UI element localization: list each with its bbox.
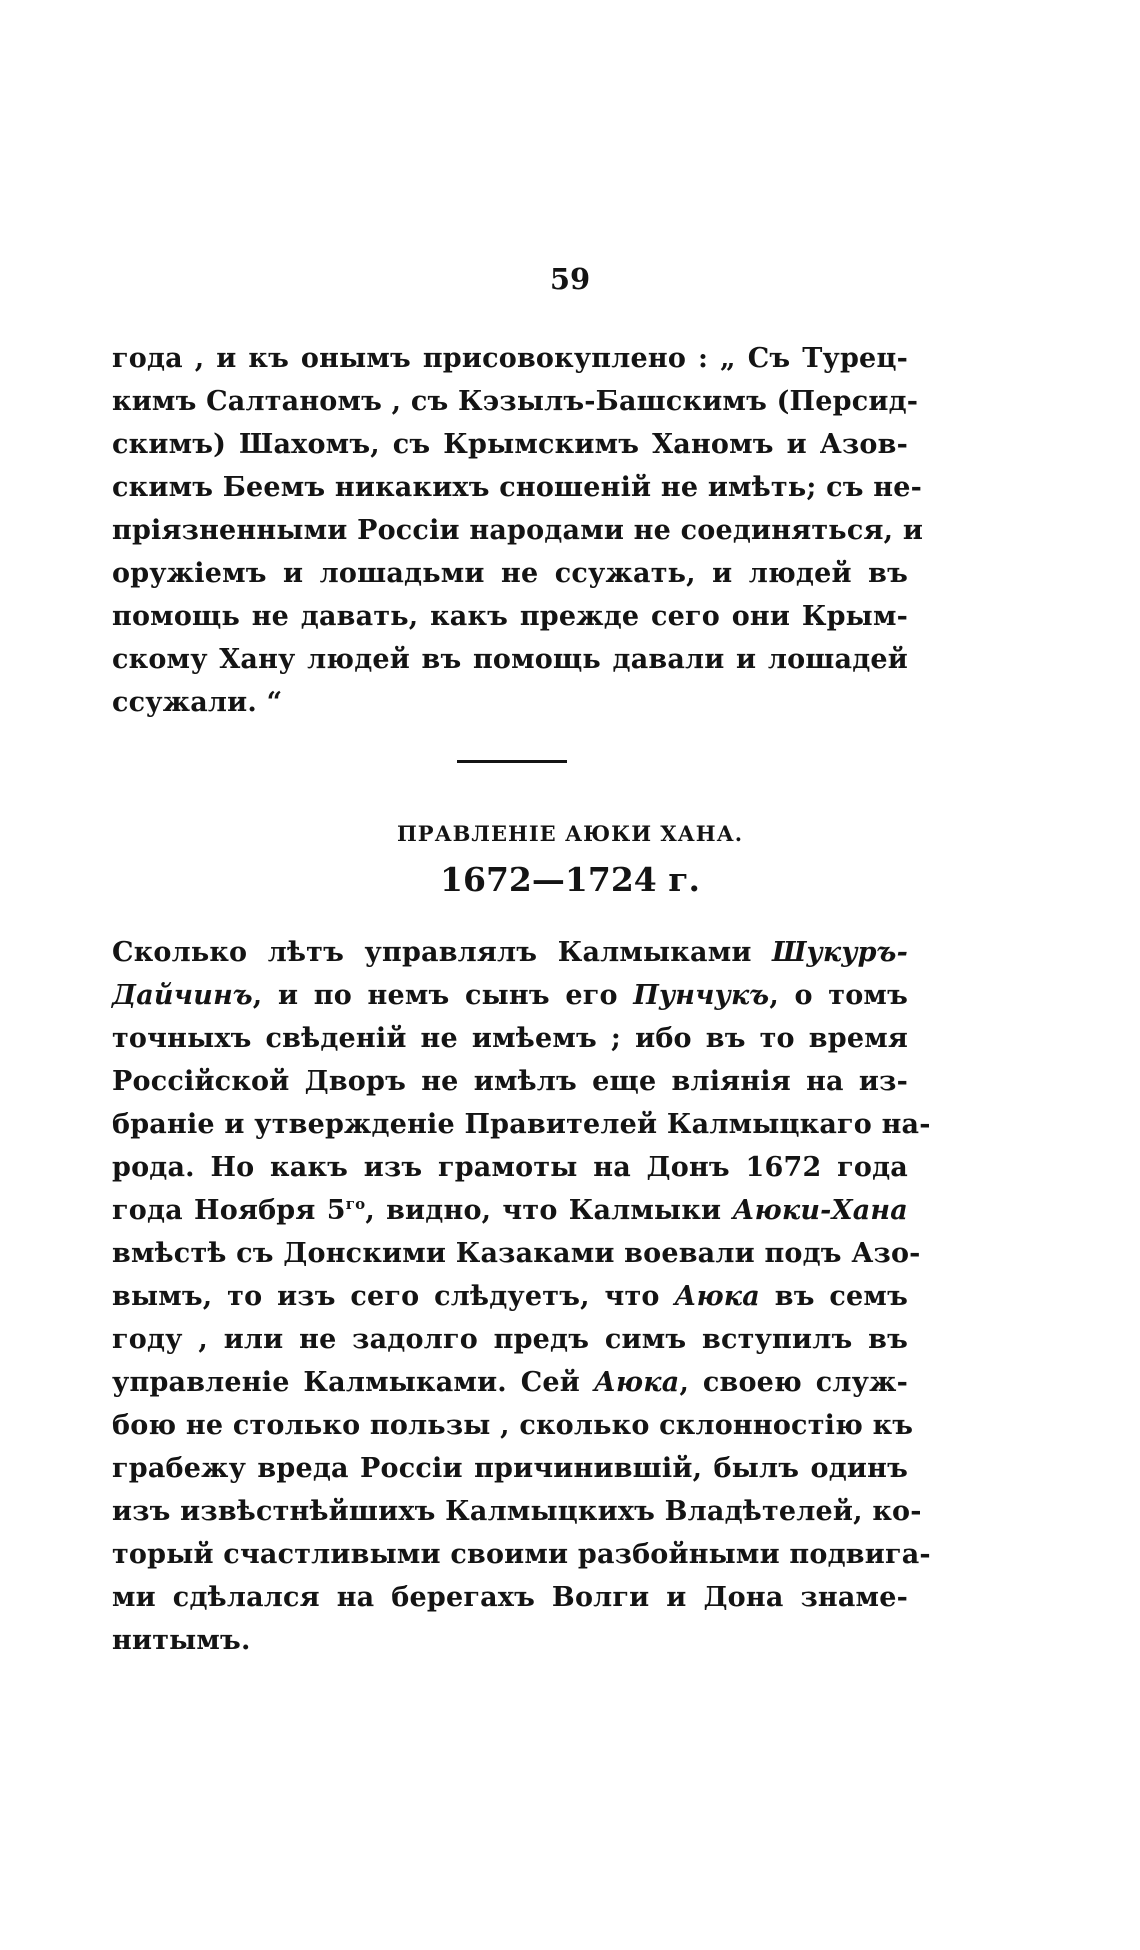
italic-name: Дайчинъ [112, 980, 253, 1011]
text-line: помощь не давать, какъ прежде сего они Крым- [112, 601, 908, 632]
text-run: , видно, что Калмыки [365, 1195, 733, 1226]
text-line [112, 1275, 908, 1318]
text-line: браніе и утвержденіе Правителей Калмыцкаго на- [112, 1109, 931, 1140]
text-line: торый счастливыми своими разбойными подвига- [112, 1539, 931, 1570]
text-line: вмѣстѣ съ Донскими Казаками воевали подъ Азо- [112, 1238, 921, 1269]
text-line [112, 1189, 908, 1232]
text-run: Сколько лѣтъ управлялъ Калмыками [112, 937, 773, 968]
text-line [112, 1361, 908, 1404]
text-run: въ семъ [759, 1281, 908, 1312]
text-line [112, 974, 908, 1017]
text-run: , о томъ [769, 980, 908, 1011]
text-line: года , и къ онымъ присовокуплено : „ Съ Турец- [112, 343, 908, 374]
text-line: нитымъ. [112, 1625, 251, 1656]
italic-name: Шукуръ- [772, 937, 908, 968]
superscript: го [345, 1195, 366, 1213]
italic-name: Аюка [593, 1367, 680, 1398]
text-line: скимъ) Шахомъ, съ Крымскимъ Ханомъ и Азов- [112, 429, 908, 460]
text-line [112, 931, 908, 974]
section-heading: ПРАВЛЕНІЕ АЮКИ ХАНА. [396, 821, 744, 846]
page-number: 59 [549, 262, 591, 296]
text-line: скимъ Беемъ никакихъ сношеній не имѣть; съ не- [112, 472, 923, 503]
text-run: управленіе Калмыками. Сей [112, 1367, 594, 1398]
text-line: году , или не задолго предъ симъ вступилъ въ [112, 1324, 908, 1355]
text-run: вымъ, то изъ сего слѣдуетъ, что [112, 1281, 675, 1312]
text-line: рода. Но какъ изъ грамоты на Донъ 1672 года [112, 1152, 908, 1183]
italic-name: Пунчукъ [633, 980, 770, 1011]
text-line: пріязненными Россіи народами не соединяться, и [112, 515, 924, 546]
text-line: изъ извѣстнѣйшихъ Калмыцкихъ Владѣтелей, ко- [112, 1496, 922, 1527]
text-line: скому Хану людей въ помощь давали и лошадей [112, 644, 908, 675]
text-line: грабежу вреда Россіи причинившій, былъ одинъ [112, 1453, 908, 1484]
section-years: 1672—1724 г. [440, 860, 700, 899]
text-line: кимъ Салтаномъ , съ Кэзылъ-Башскимъ (Персид- [112, 386, 919, 417]
paragraph-continuation [112, 337, 924, 724]
italic-name: Аюка [674, 1281, 760, 1312]
text-line: бою не столько пользы , сколько склонностію къ [112, 1410, 914, 1441]
text-line: ссужали. “ [112, 687, 283, 718]
text-run: года Ноября 5 [112, 1195, 346, 1226]
italic-name: Аюки-Хана [732, 1195, 908, 1226]
text-line: Россійской Дворъ не имѣлъ еще вліянія на из- [112, 1066, 908, 1097]
text-line: оружіемъ и лошадьми не ссужать, и людей въ [112, 558, 908, 589]
text-run: , и по немъ сынъ его [252, 980, 634, 1011]
section-divider [457, 760, 567, 763]
text-run: , своею служ- [679, 1367, 908, 1398]
text-line: точныхъ свѣденій не имѣемъ ; ибо въ то время [112, 1023, 908, 1054]
text-line: ми сдѣлался на берегахъ Волги и Дона знаме- [112, 1582, 908, 1613]
paragraph-reign [112, 931, 931, 1662]
